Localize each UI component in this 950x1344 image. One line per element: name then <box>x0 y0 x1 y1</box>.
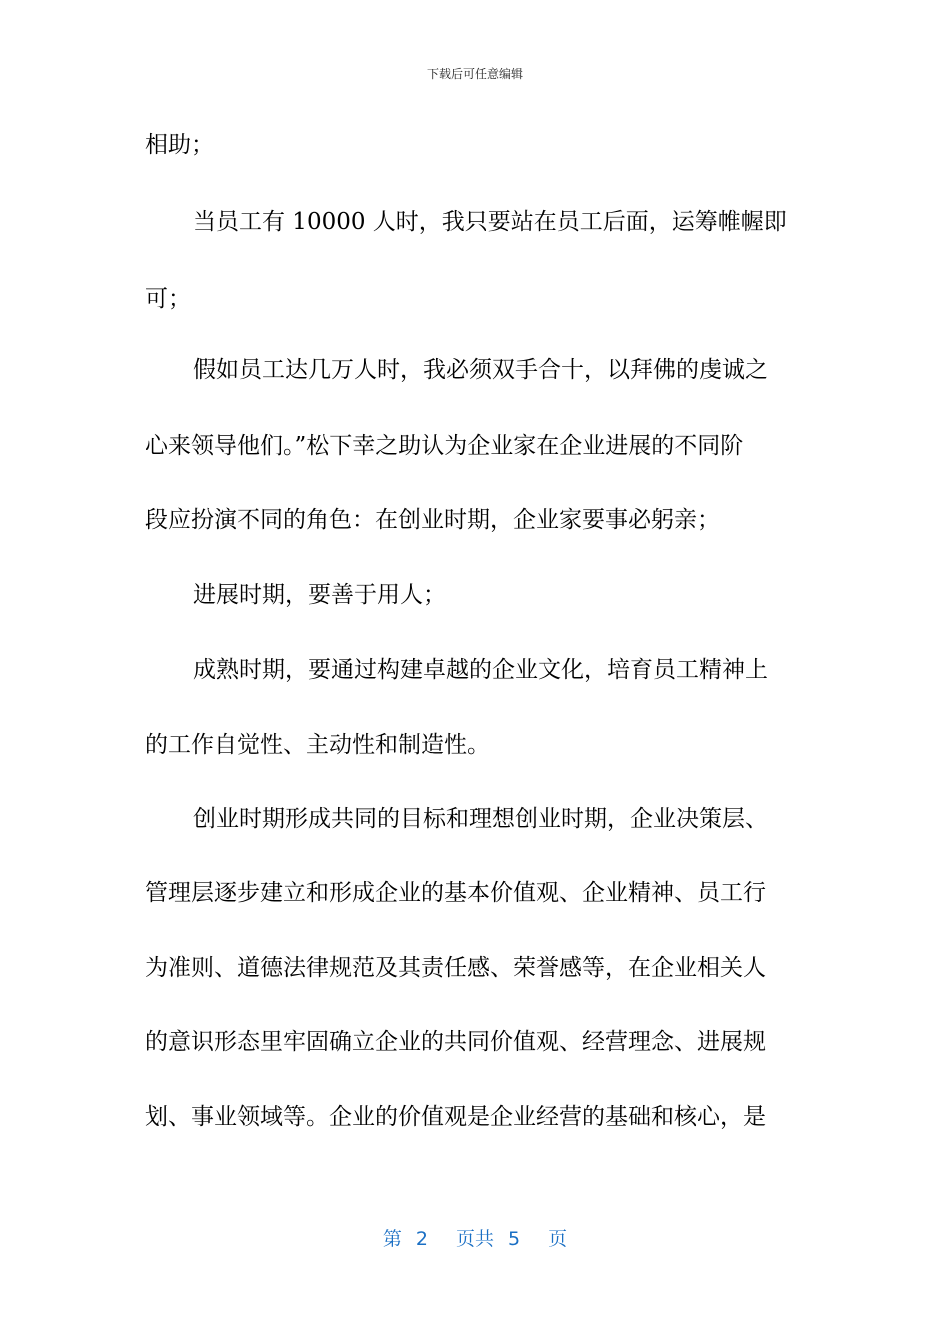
footer-suffix: 页 <box>548 1228 568 1250</box>
text-line-1: 相助； <box>145 132 214 158</box>
text-line-5: 心来领导他们。”松下幸之助认为企业家在企业进展的不同阶 <box>145 433 744 459</box>
footer-total-pages: 5 <box>508 1228 521 1250</box>
footer-prefix: 第 <box>382 1228 402 1250</box>
text-line-3: 可； <box>145 286 191 312</box>
page-footer <box>0 1225 950 1253</box>
text-line-8: 成熟时期，要通过构建卓越的企业文化，培育员工精神上 <box>193 657 768 683</box>
text-line-13: 的意识形态里牢固确立企业的共同价值观、经营理念、进展规 <box>145 1029 766 1055</box>
footer-current-page: 2 <box>415 1228 428 1250</box>
text-line-14: 划、事业领域等。企业的价值观是企业经营的基础和核心，是 <box>145 1104 766 1130</box>
text-line-11: 管理层逐步建立和形成企业的基本价值观、企业精神、员工行 <box>145 880 766 906</box>
text-line-9: 的工作自觉性、主动性和制造性。 <box>145 732 490 758</box>
footer-middle: 页共 <box>455 1228 494 1250</box>
text-line-6: 段应扮演不同的角色：在创业时期，企业家要事必躬亲； <box>145 507 720 533</box>
text-line-10: 创业时期形成共同的目标和理想创业时期，企业决策层、 <box>193 806 768 832</box>
page-header: 下载后可任意编辑 <box>426 67 523 81</box>
text-line-2: 当员工有 10000 人时，我只要站在员工后面，运筹帷幄即 <box>193 209 787 235</box>
text-line-7: 进展时期，要善于用人； <box>193 582 446 608</box>
text-line-4: 假如员工达几万人时，我必须双手合十，以拜佛的虔诚之 <box>193 357 768 383</box>
text-line-12: 为准则、道德法律规范及其责任感、荣誉感等，在企业相关人 <box>145 955 766 981</box>
